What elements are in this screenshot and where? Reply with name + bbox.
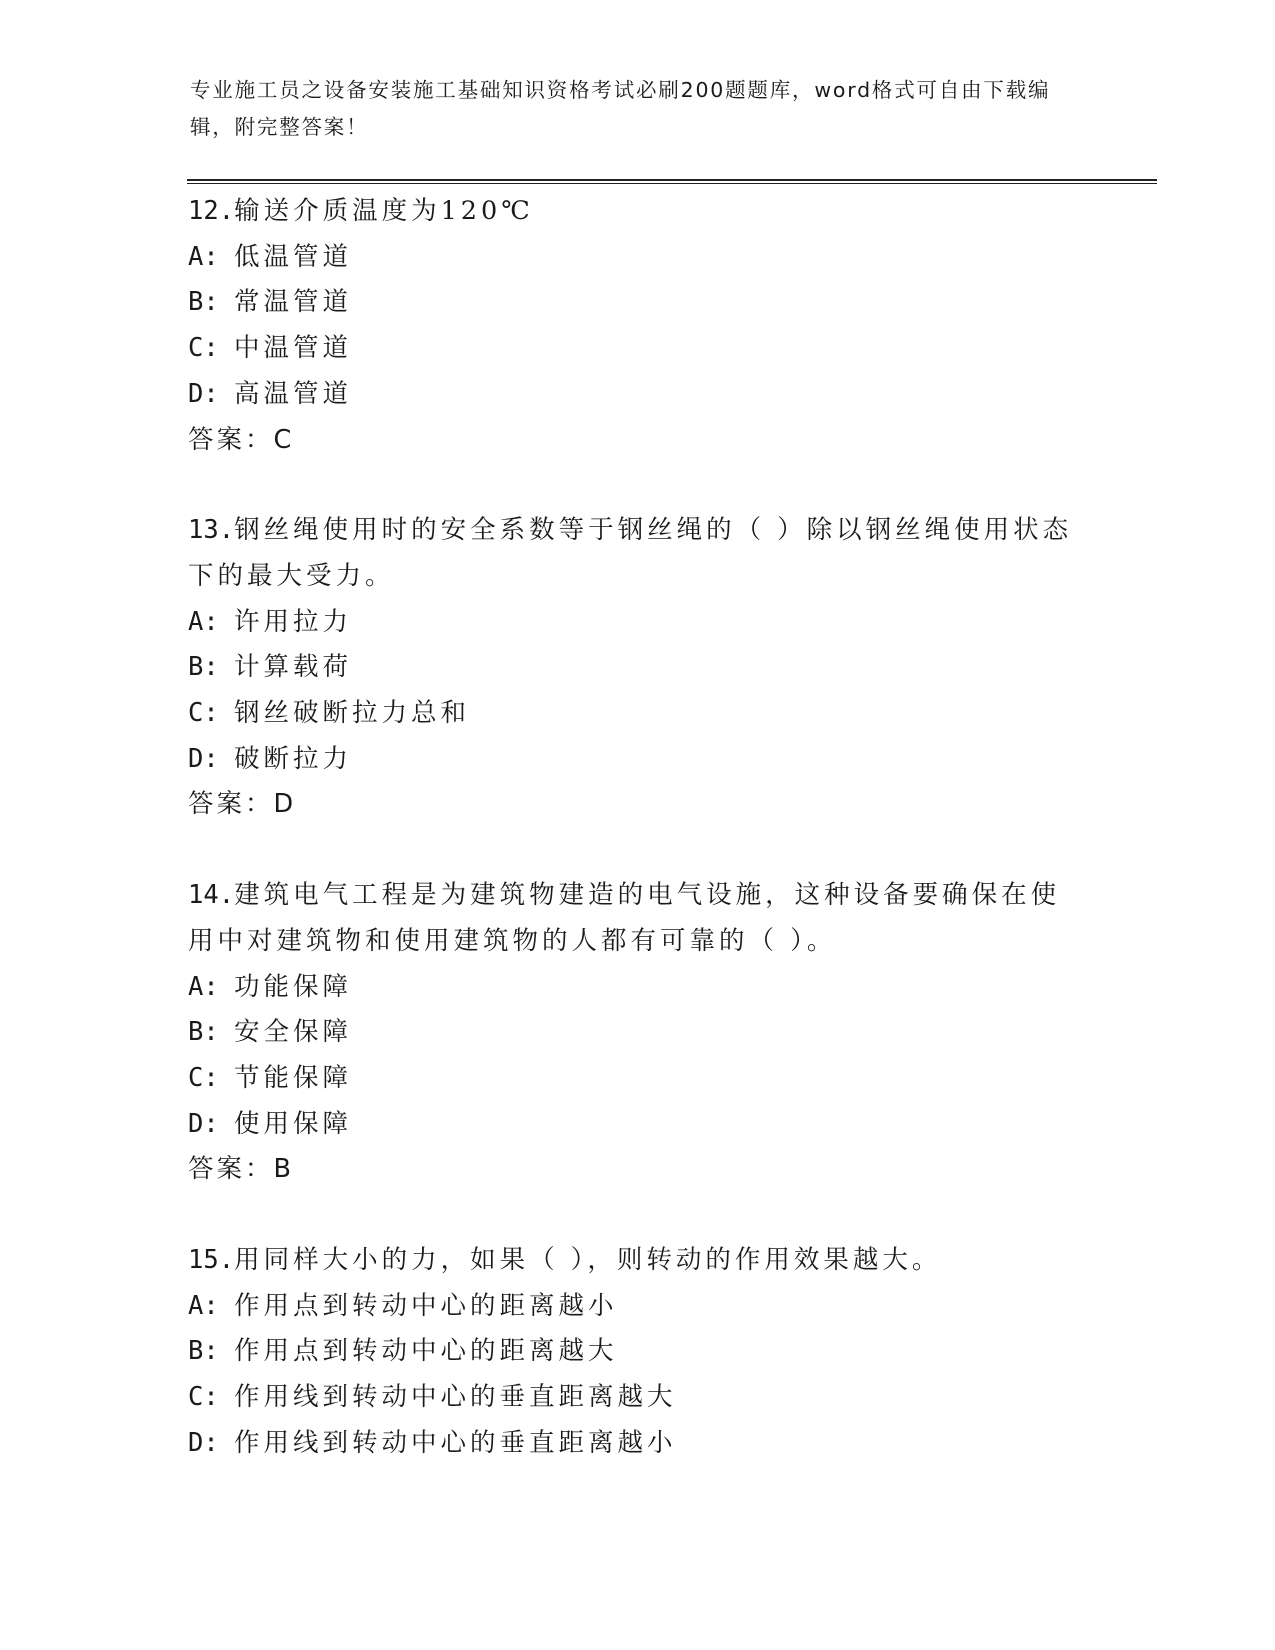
option-text: 高温管道 (234, 378, 353, 409)
option-key: A: (188, 971, 219, 1002)
question-stem (188, 189, 1088, 235)
option-key: D: (188, 1108, 219, 1139)
option-d (188, 1421, 1088, 1467)
option-text: 功能保障 (234, 971, 353, 1002)
option-b (188, 645, 1088, 691)
option-text: 节能保障 (234, 1062, 353, 1093)
question-number: 15. (188, 1245, 235, 1276)
option-key: B: (188, 1336, 219, 1367)
option-a (188, 235, 1088, 281)
option-key: A: (188, 241, 219, 272)
option-key: A: (188, 606, 219, 637)
question-text: 输送介质温度为120℃ (234, 196, 534, 226)
option-text: 计算载荷 (234, 652, 353, 683)
option-a (188, 965, 1088, 1011)
option-b (188, 1329, 1088, 1375)
question-13 (188, 508, 1088, 828)
option-text: 作用线到转动中心的垂直距离越大 (234, 1382, 677, 1413)
option-key: B: (188, 652, 219, 683)
answer-line: 答案：C (188, 424, 295, 455)
option-text: 作用点到转动中心的距离越小 (234, 1290, 618, 1321)
option-text: 作用线到转动中心的垂直距离越小 (234, 1427, 677, 1458)
option-key: D: (188, 378, 219, 409)
option-text: 使用保障 (234, 1108, 353, 1139)
option-key: C: (188, 698, 219, 729)
option-key: D: (188, 743, 219, 774)
option-c (188, 1056, 1088, 1102)
option-key: B: (188, 1017, 219, 1048)
option-text: 低温管道 (234, 241, 353, 272)
option-text: 常温管道 (234, 287, 353, 318)
question-text: 钢丝绳使用时的安全系数等于钢丝绳的（ ）除以钢丝绳使用状态下的最大受力。 (188, 515, 1073, 591)
option-c (188, 326, 1088, 372)
question-number: 14. (188, 880, 235, 911)
question-number: 12. (188, 196, 235, 226)
header-divider-thin (187, 183, 1157, 184)
option-key: B: (188, 287, 219, 318)
question-number: 13. (188, 515, 235, 546)
option-a (188, 600, 1088, 646)
option-text: 钢丝破断拉力总和 (234, 698, 471, 729)
question-stem (188, 1238, 1088, 1284)
header-divider-thick (187, 179, 1157, 181)
answer-line: 答案：B (188, 1154, 294, 1185)
answer-line: 答案：D (188, 789, 297, 820)
question-list (188, 189, 1088, 1512)
option-key: D: (188, 1427, 219, 1458)
option-b (188, 280, 1088, 326)
document-header: 专业施工员之设备安装施工基础知识资格考试必刷200题题库，word格式可自由下载编辑，附完整答案！ (190, 78, 1051, 139)
option-key: C: (188, 1062, 219, 1093)
option-text: 安全保障 (234, 1017, 353, 1048)
option-d (188, 372, 1088, 418)
option-key: C: (188, 1382, 219, 1413)
option-text: 作用点到转动中心的距离越大 (234, 1336, 618, 1367)
question-stem (188, 508, 1078, 599)
question-12 (188, 189, 1088, 463)
question-text: 建筑电气工程是为建筑物建造的电气设施，这种设备要确保在使用中对建筑物和使用建筑物的人都有可靠的（ ）。 (188, 880, 1061, 956)
question-text: 用同样大小的力，如果（ ），则转动的作用效果越大。 (234, 1245, 942, 1276)
option-text: 破断拉力 (234, 743, 353, 774)
option-d (188, 737, 1088, 783)
option-a (188, 1284, 1088, 1330)
question-15 (188, 1238, 1088, 1467)
option-c (188, 1375, 1088, 1421)
option-text: 许用拉力 (234, 606, 353, 637)
option-key: C: (188, 333, 219, 364)
option-text: 中温管道 (234, 333, 353, 364)
option-d (188, 1102, 1088, 1148)
question-14 (188, 873, 1088, 1193)
option-c (188, 691, 1088, 737)
option-key: A: (188, 1290, 219, 1321)
option-b (188, 1010, 1088, 1056)
question-stem (188, 873, 1078, 964)
